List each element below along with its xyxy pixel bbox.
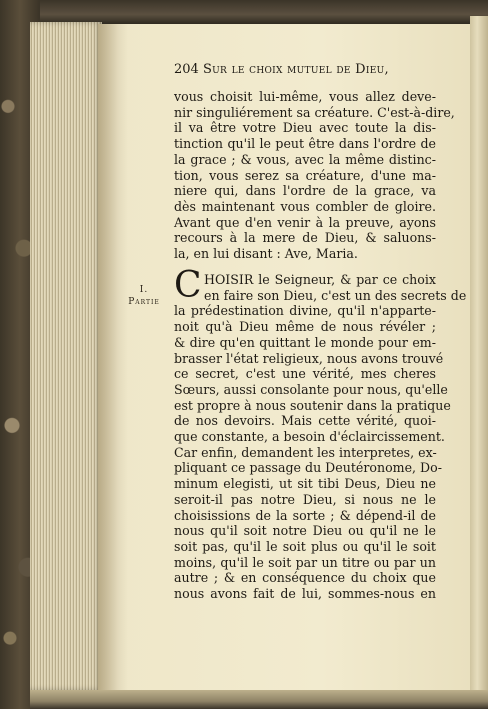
text-line: pliquant ce passage du Deutéronome, Do-: [174, 460, 442, 476]
text-line: niere qui, dans l'ordre de la grace, va: [174, 183, 436, 199]
text-line: nir singuliérement sa créature. C'est-à-dire,: [174, 104, 455, 120]
text-line: la grace ; & vous, avec la même distinc-: [174, 151, 436, 167]
text-line: nous qu'il soit notre Dieu ou qu'il ne le: [174, 523, 436, 539]
running-header: [174, 62, 436, 77]
drop-cap: C: [174, 265, 202, 306]
gutter-shadow: [98, 24, 128, 692]
text-line: Sœurs, aussi consolante pour nous, qu'elle: [174, 381, 448, 397]
text-line: choisissions de la sorte ; & dépend-il de: [174, 507, 436, 523]
text-line: recours à la mere de Dieu, & saluons-: [174, 230, 436, 246]
text-line: la, en lui disant : Ave, Maria.: [174, 246, 358, 262]
page-stack-edge: [30, 22, 102, 690]
text-line: vous choisit lui-même, vous allez deve-: [174, 89, 436, 104]
text-line: est propre à nous soutenir dans la pratique: [174, 397, 451, 413]
page-right-edge: [470, 16, 488, 709]
text-line: tinction qu'il le peut être dans l'ordre de: [174, 136, 436, 152]
text-line: autre ; & en conséquence du choix que: [174, 570, 436, 586]
text-line: seroit-il pas notre Dieu, si nous ne le: [174, 491, 436, 507]
text-line: & dire qu'en quittant le monde pour em-: [174, 334, 436, 350]
book-bottom-edge: [30, 690, 488, 709]
text-line: la prédestination divine, qu'il n'apparte-: [174, 303, 436, 319]
text-line: noit qu'à Dieu même de nous révéler ;: [174, 319, 436, 335]
text-line: moins, qu'il le soit par un titre ou par un: [174, 554, 436, 570]
text-line: minum elegisti, ut sit tibi Deus, Dieu ne: [174, 476, 436, 492]
text-line: dès maintenant vous combler de gloire.: [174, 198, 436, 214]
text-line: il va être votre Dieu avec toute la dis-: [174, 120, 436, 136]
part-numeral: I.: [139, 285, 149, 295]
text-line: HOISIR le Seigneur, & par ce choix: [204, 272, 436, 287]
text-line: tion, vous serez sa créature, d'une ma-: [174, 167, 436, 183]
running-title: Sur le choix mutuel de Dieu,: [202, 62, 389, 77]
text-line: ce secret, c'est une vérité, mes cheres: [174, 366, 436, 382]
page-number: 204: [174, 62, 199, 77]
text-line: nous avons fait de lui, sommes-nous en: [174, 586, 436, 602]
text-line: de nos devoirs. Mais cette vérité, quoi-: [174, 413, 436, 429]
margin-note: [119, 284, 169, 308]
text-line: brasser l'état religieux, nous avons trouvé: [174, 350, 444, 366]
paragraph-2: [174, 272, 467, 602]
book-top-cover: [0, 0, 488, 24]
paragraph-1: [174, 89, 455, 262]
text-line: Avant que d'en venir à la preuve, ayons: [174, 214, 436, 230]
text-line: en faire son Dieu, c'est un des secrets de: [204, 287, 467, 303]
text-line: soit pas, qu'il le soit plus ou qu'il le soit: [174, 538, 436, 554]
part-label: Partie: [128, 297, 160, 307]
text-line: Car enfin, demandent les interpretes, ex-: [174, 444, 437, 460]
text-line: que constante, a besoin d'éclaircissement.: [174, 429, 445, 445]
